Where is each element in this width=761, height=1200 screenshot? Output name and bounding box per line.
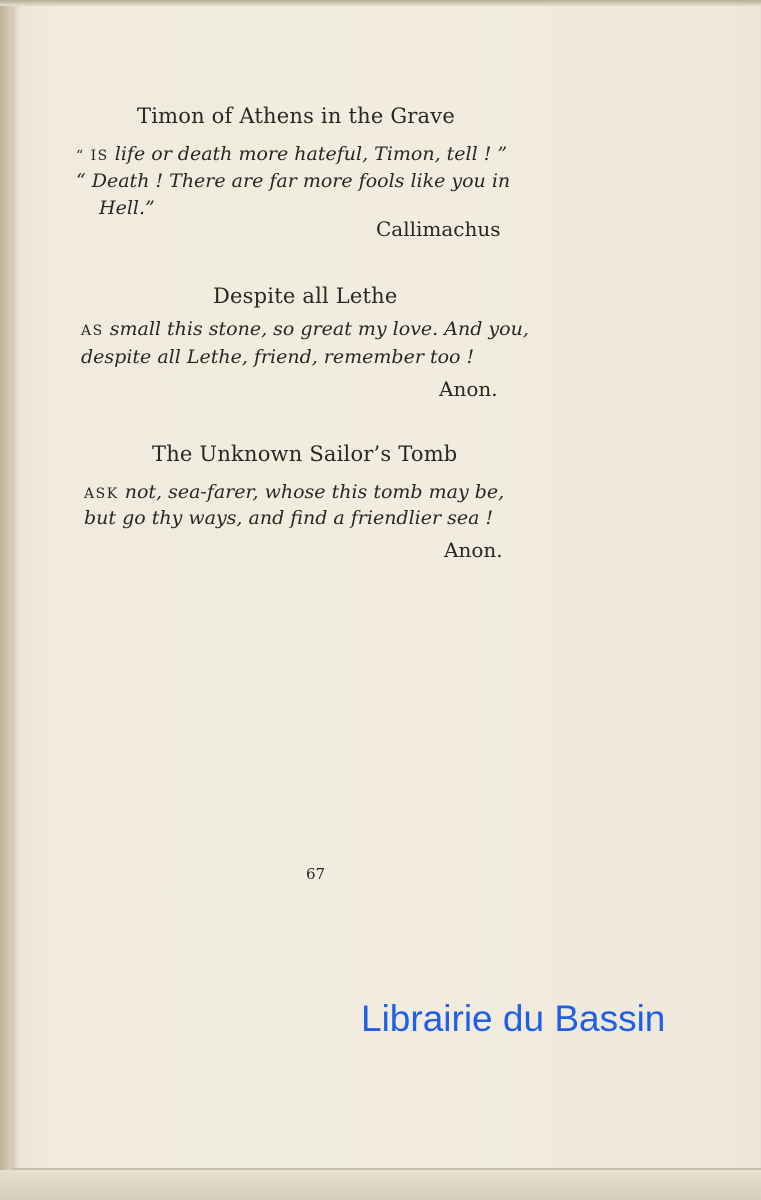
- poem-title: The Unknown Sailor’s Tomb: [152, 442, 458, 466]
- poem-line: [76, 170, 510, 192]
- book-spine-edge: [0, 0, 12, 1200]
- poem-line-text: life or death more hateful, Timon, tell ! ”: [114, 143, 508, 165]
- poem-line-text: small this stone, so great my love. And you,: [109, 318, 529, 340]
- poem-line: [81, 346, 474, 368]
- page-top-edge: [0, 0, 761, 6]
- watermark-text: Librairie du Bassin: [361, 998, 666, 1039]
- poem-title: Despite all Lethe: [213, 284, 398, 308]
- poem-attribution: Anon.: [439, 377, 498, 401]
- poem-line: [81, 318, 529, 340]
- poem-line: [99, 197, 155, 219]
- next-page-edge: [0, 1170, 761, 1200]
- poem-line: [84, 481, 504, 503]
- poem-line-text: Hell.”: [99, 197, 155, 219]
- poem-attribution: Callimachus: [376, 217, 501, 241]
- poem-title: Timon of Athens in the Grave: [137, 104, 455, 128]
- poem-line-text: not, sea-farer, whose this tomb may be,: [124, 481, 505, 503]
- poem-line-text: but go thy ways, and find a friendlier sea !: [84, 507, 494, 529]
- poem-line-lead: ASK: [84, 486, 119, 502]
- poem-line-lead: AS: [81, 323, 104, 339]
- poem-line: [76, 143, 507, 165]
- poem-attribution: Anon.: [444, 538, 503, 562]
- page-number: 67: [306, 865, 326, 883]
- poem-line-text: “ Death ! There are far more fools like you in: [76, 170, 511, 192]
- poem-line: [84, 507, 493, 529]
- poem-line-lead: “ IS: [76, 148, 109, 164]
- poem-line-text: despite all Lethe, friend, remember too !: [81, 346, 475, 368]
